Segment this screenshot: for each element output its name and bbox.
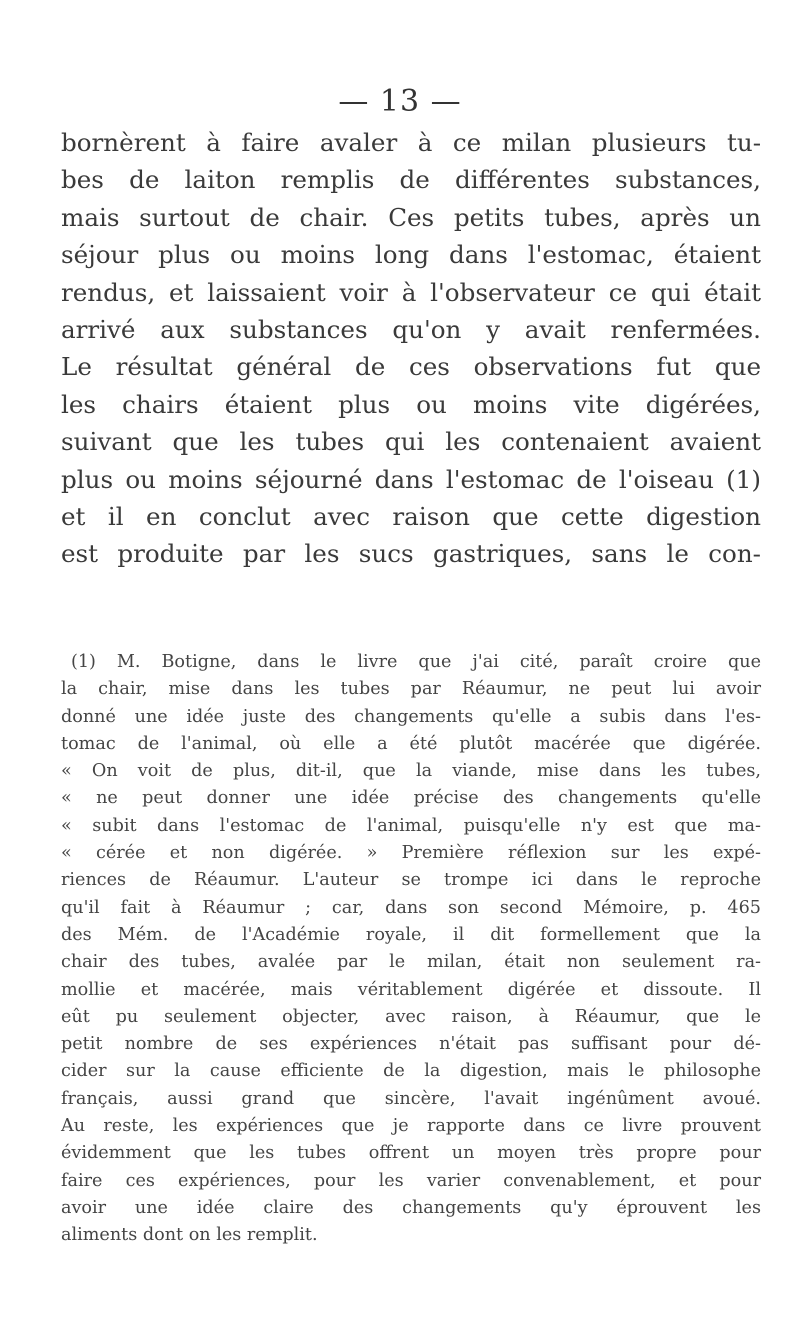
main-text [61,124,761,573]
footnote-line: petit nombre de ses expériences n'était pas suffisant pour dé- [61,1034,761,1055]
footnote-line: mollie et macérée, mais véritablement digérée et dissoute. Il [61,979,761,1000]
text-line: suivant que les tubes qui les contenaient avaient [61,427,761,457]
text-line: séjour plus ou moins long dans l'estomac, étaient [61,240,761,270]
footnote-line: qu'il fait à Réaumur ; car, dans son second Mémoire, p. 465 [61,897,761,918]
text-line: arrivé aux substances qu'on y avait renfermées. [61,315,761,345]
page-number: — 13 — [338,84,462,119]
text-line: mais surtout de chair. Ces petits tubes, après un [61,202,761,232]
footnote-line: donné une idée juste des changements qu'elle a subis dans l'es- [61,706,761,727]
footnote-line: tomac de l'animal, où elle a été plutôt macérée que digérée. [61,733,761,754]
footnote-line: cider sur la cause efficiente de la digestion, mais le philosophe [61,1061,761,1082]
footnote-line: aliments dont on les remplit. [61,1225,318,1246]
text-line: les chairs étaient plus ou moins vite digérées, [61,389,761,419]
footnote-line: Au reste, les expériences que je rapporte dans ce livre prouvent [61,1116,761,1137]
text-line: rendus, et laissaient voir à l'observateur ce qui était [61,277,761,307]
footnote-line: « ne peut donner une idée précise des changements qu'elle [61,788,761,809]
text-line: est produite par les sucs gastriques, sans le con- [61,539,761,569]
footnote-line: évidemment que les tubes offrent un moyen très propre pour [61,1143,761,1164]
footnote-line: avoir une idée claire des changements qu'y éprouvent les [61,1197,761,1218]
footnote-line: français, aussi grand que sincère, l'avait ingénûment avoué. [61,1088,761,1109]
text-line: et il en conclut avec raison que cette digestion [61,502,761,532]
footnote-line: riences de Réaumur. L'auteur se trompe ici dans le reproche [61,870,761,891]
footnote-line: chair des tubes, avalée par le milan, était non seulement ra- [61,952,761,973]
footnote-line: « On voit de plus, dit-il, que la viande, mise dans les tubes, [61,761,761,782]
text-line: Le résultat général de ces observations fut que [61,352,761,382]
footnote-line: eût pu seulement objecter, avec raison, à Réaumur, que le [61,1006,761,1027]
footnote-line: « subit dans l'estomac de l'animal, puisqu'elle n'y est que ma- [61,815,761,836]
text-line: bornèrent à faire avaler à ce milan plusieurs tu- [61,128,761,157]
footnote-line: (1) M. Botigne, dans le livre que j'ai cité, paraît croire que [71,652,761,672]
footnote-line: faire ces expériences, pour les varier convenablement, et pour [61,1170,761,1191]
footnote-line: la chair, mise dans les tubes par Réaumur, ne peut lui avoir [61,679,761,700]
footnote [61,649,761,1250]
footnote-line: des Mém. de l'Académie royale, il dit formellement que la [61,924,761,945]
text-line: plus ou moins séjourné dans l'estomac de l'oiseau (1) [61,464,761,494]
text-line: bes de laiton remplis de différentes substances, [61,165,761,195]
footnote-line: « cérée et non digérée. » Première réflexion sur les expé- [61,843,761,864]
